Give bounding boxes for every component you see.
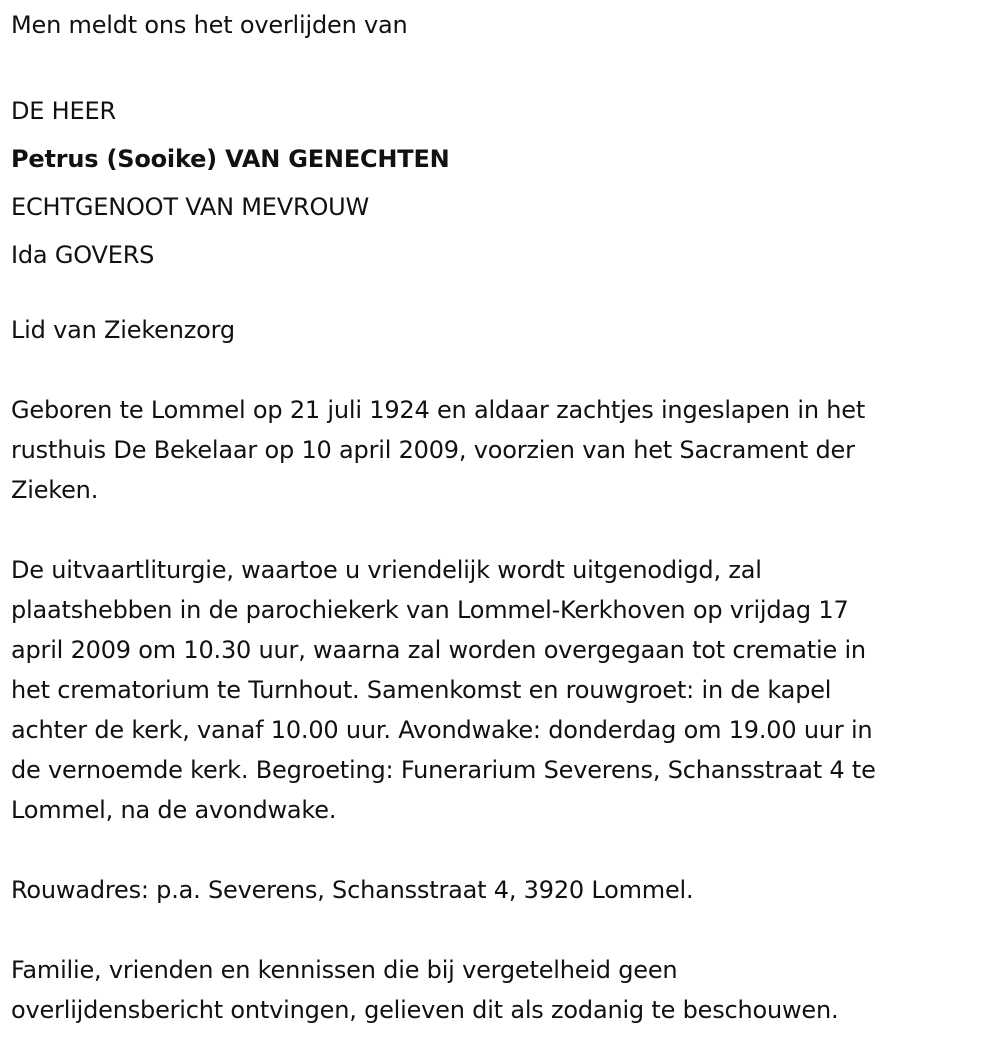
paragraph-line: overlijdensbericht ontvingen, gelieven dit als zodanig te beschouwen. <box>11 996 839 1024</box>
deceased-heading <box>11 87 450 279</box>
spouse-name: Ida GOVERS <box>11 241 155 269</box>
paragraph-line: Zieken. <box>11 476 99 504</box>
paragraph-line: Rouwadres: p.a. Severens, Schansstraat 4, 3920 Lommel. <box>11 876 694 904</box>
paragraph-line: rusthuis De Bekelaar op 10 april 2009, voorzien van het Sacrament der <box>11 436 855 464</box>
intro-text: Men meldt ons het overlijden van <box>11 11 408 39</box>
relation-label: ECHTGENOOT VAN MEVROUW <box>11 193 370 221</box>
paragraph-line: april 2009 om 10.30 uur, waarna zal worden overgegaan tot crematie in <box>11 636 866 664</box>
paragraph-line: plaatshebben in de parochiekerk van Lommel-Kerkhoven op vrijdag 17 <box>11 596 849 624</box>
paragraph-line: De uitvaartliturgie, waartoe u vriendelijk wordt uitgenodigd, zal <box>11 556 762 584</box>
paragraph-line: achter de kerk, vanaf 10.00 uur. Avondwake: donderdag om 19.00 uur in <box>11 716 873 744</box>
membership-text: Lid van Ziekenzorg <box>11 316 235 344</box>
funeral-paragraph <box>11 550 876 830</box>
paragraph-line: het crematorium te Turnhout. Samenkomst en rouwgroet: in de kapel <box>11 676 832 704</box>
address-paragraph <box>11 870 693 910</box>
birth-paragraph <box>11 390 865 510</box>
paragraph-line: de vernoemde kerk. Begroeting: Funerarium Severens, Schansstraat 4 te <box>11 756 876 784</box>
deceased-name: Petrus (Sooike) VAN GENECHTEN <box>11 145 450 173</box>
paragraph-line: Familie, vrienden en kennissen die bij vergetelheid geen <box>11 956 678 984</box>
paragraph-line: Lommel, na de avondwake. <box>11 796 337 824</box>
family-paragraph <box>11 950 838 1030</box>
honorific: DE HEER <box>11 97 116 125</box>
paragraph-line: Geboren te Lommel op 21 juli 1924 en aldaar zachtjes ingeslapen in het <box>11 396 866 424</box>
